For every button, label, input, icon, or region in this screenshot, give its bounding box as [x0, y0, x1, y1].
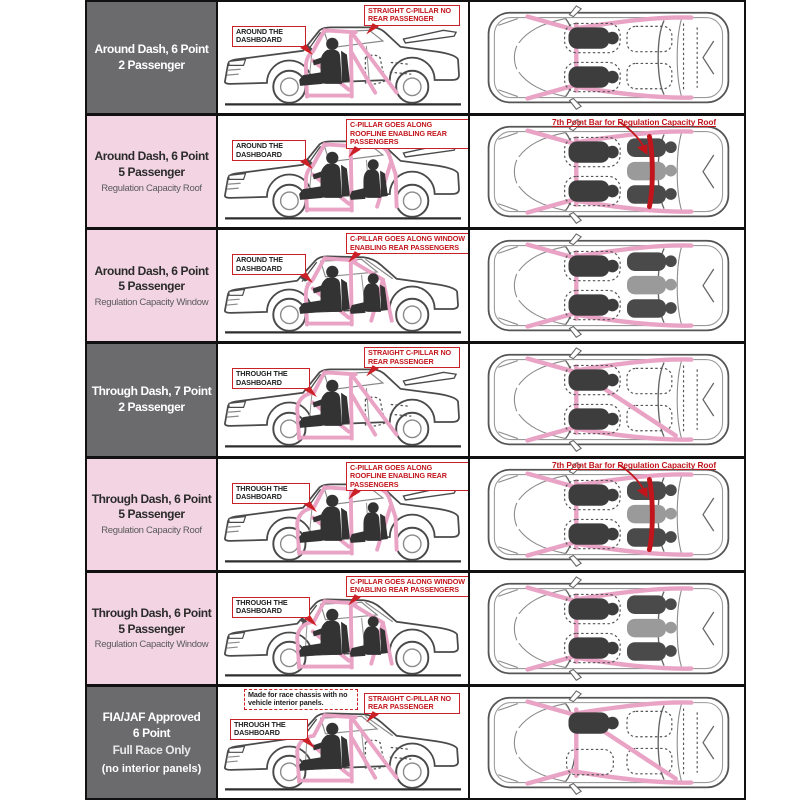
top-view-cell: [470, 573, 744, 684]
config-label-through-dash-5pass-roof: [87, 459, 216, 570]
config-title-line1: Through Dash, 6 Point: [91, 491, 212, 506]
config-title-line1: Through Dash, 7 Point: [91, 384, 212, 399]
dashboard-callout: THROUGH THE DASHBOARD: [230, 719, 308, 740]
top-view-cell: [470, 344, 744, 455]
top-view-diagram: [470, 573, 744, 684]
top-view-diagram: [470, 687, 744, 798]
side-view-cell: [218, 344, 468, 455]
top-view-cell: [470, 230, 744, 341]
top-view-cell: [470, 459, 744, 570]
dashboard-callout: AROUND THE DASHBOARD: [232, 140, 306, 161]
config-subtitle: Regulation Capacity Roof: [101, 182, 202, 194]
side-view-cell: [218, 2, 468, 113]
config-label-through-dash-2pass: [87, 344, 216, 455]
config-title-line2: 5 Passenger: [118, 165, 185, 180]
config-label-fia-jaf: [87, 687, 216, 798]
config-title-line2: 5 Passenger: [118, 621, 185, 636]
top-view-diagram: [470, 459, 744, 570]
top-view-cell: [470, 687, 744, 798]
config-label-around-dash-2pass: [87, 2, 216, 113]
c-pillar-callout: C-PILLAR GOES ALONG ROOFLINE ENABLING REAR PASSENGERS: [346, 119, 468, 148]
side-view-cell: [218, 116, 468, 227]
config-label-around-dash-5pass-roof: [87, 116, 216, 227]
c-pillar-callout: C-PILLAR GOES ALONG WINDOW ENABLING REAR PASSENGERS: [346, 233, 468, 254]
config-title-line1: Around Dash, 6 Point: [94, 41, 209, 56]
c-pillar-callout: C-PILLAR GOES ALONG ROOFLINE ENABLING REAR PASSENGERS: [346, 462, 468, 491]
config-title-line2: 5 Passenger: [118, 279, 185, 294]
dashboard-callout: THROUGH THE DASHBOARD: [232, 483, 310, 504]
config-title-line2: 6 Point: [132, 725, 171, 740]
side-view-cell: [218, 687, 468, 798]
config-label-around-dash-5pass-window: [87, 230, 216, 341]
top-view-cell: [470, 2, 744, 113]
side-view-cell: [218, 230, 468, 341]
c-pillar-callout: STRAIGHT C-PILLAR NO REAR PASSENGER: [364, 347, 460, 368]
seventh-point-note: 7th Point Bar for Regulation Capacity Roof: [551, 459, 717, 470]
dashboard-callout: THROUGH THE DASHBOARD: [232, 597, 310, 618]
configuration-table: [85, 0, 746, 800]
config-label-through-dash-5pass-window: [87, 573, 216, 684]
config-title-line1: Around Dash, 6 Point: [94, 149, 209, 164]
top-view-diagram: [470, 344, 744, 455]
race-chassis-note: Made for race chassis with no vehicle interior panels.: [244, 689, 358, 710]
config-subtitle: Regulation Capacity Window: [94, 296, 209, 308]
top-view-diagram: [470, 230, 744, 341]
c-pillar-callout: STRAIGHT C-PILLAR NO REAR PASSENGER: [364, 5, 460, 26]
config-subtitle: Regulation Capacity Window: [94, 639, 209, 651]
dashboard-callout: AROUND THE DASHBOARD: [232, 26, 306, 47]
config-title-line1: Around Dash, 6 Point: [94, 263, 209, 278]
config-title-line1: FIA/JAF Approved: [102, 710, 201, 725]
config-title-line3: Full Race Only: [112, 743, 191, 758]
config-title-line2: 5 Passenger: [118, 507, 185, 522]
config-title-line2: 2 Passenger: [118, 57, 185, 72]
seventh-point-note: 7th Point Bar for Regulation Capacity Roof: [551, 117, 717, 128]
top-view-diagram: [470, 116, 744, 227]
config-subtitle: Regulation Capacity Roof: [101, 525, 202, 537]
dashboard-callout: THROUGH THE DASHBOARD: [232, 368, 310, 389]
top-view-diagram: [470, 2, 744, 113]
config-subtitle: (no interior panels): [101, 762, 202, 775]
c-pillar-callout: STRAIGHT C-PILLAR NO REAR PASSENGER: [364, 693, 460, 714]
c-pillar-callout: C-PILLAR GOES ALONG WINDOW ENABLING REAR PASSENGERS: [346, 576, 468, 597]
rear-bench-passengers: [627, 253, 677, 318]
config-title-line1: Through Dash, 6 Point: [91, 605, 212, 620]
rear-bench-passengers: [627, 595, 677, 660]
top-view-cell: [470, 116, 744, 227]
config-title-line2: 2 Passenger: [118, 399, 185, 414]
side-view-cell: [218, 573, 468, 684]
dashboard-callout: AROUND THE DASHBOARD: [232, 254, 306, 275]
side-view-cell: [218, 459, 468, 570]
